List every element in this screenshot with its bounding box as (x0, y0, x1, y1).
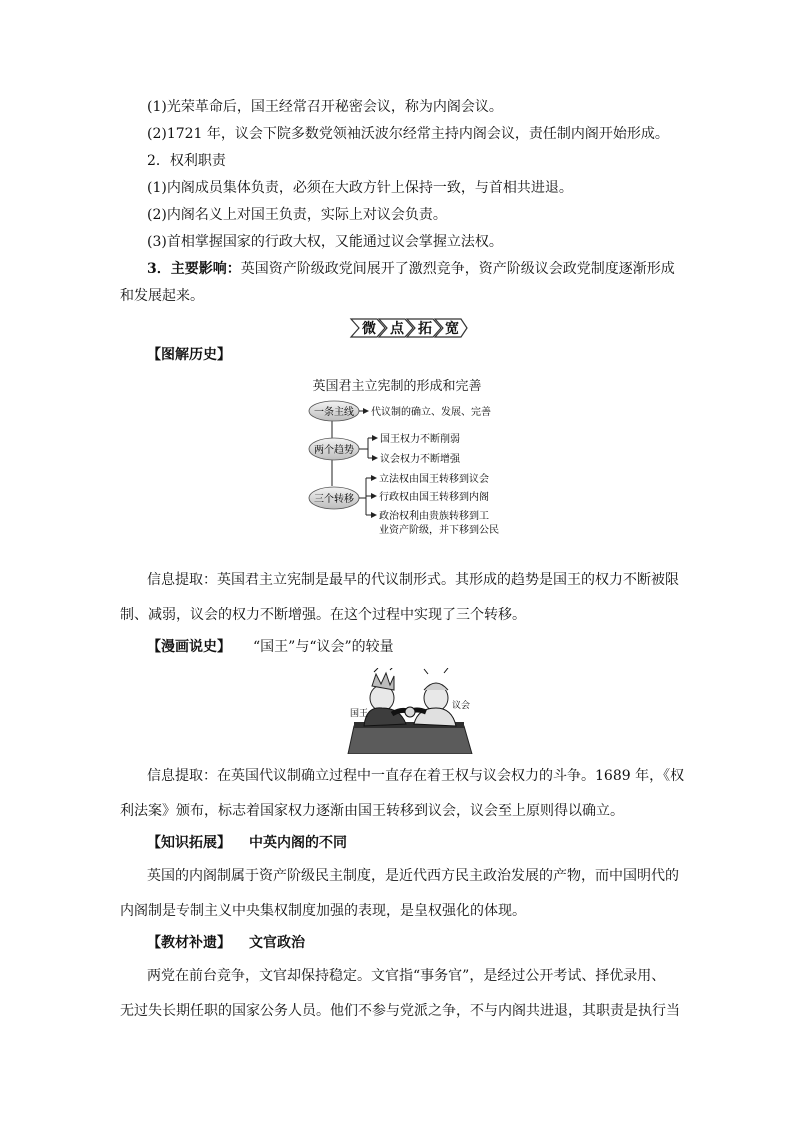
jiaocai-line-1: 两党在前台竞争，文官却保持稳定。文官指“事务官”，是经过公开考试、择优录用、 (147, 968, 666, 984)
node-main-label: 一条主线 (314, 407, 354, 418)
main-text: 代议制的确立、发展、完善 (371, 407, 491, 418)
tujie-info-line-2: 制、减弱，议会的权力不断增强。在这个过程中实现了三个转移。 (120, 607, 526, 623)
manhua-heading: 【漫画说史】 (147, 639, 231, 655)
zhishi-heading-row (147, 833, 347, 853)
zhishi-line-2: 内阁制是专制主义中央集权制度加强的表现，是皇权强化的体现。 (120, 903, 526, 919)
zhishi-line-1: 英国的内阁制属于资产阶级民主制度，是近代西方民主政治发展的产物，而中国明代的 (147, 868, 679, 884)
tujie-heading: 【图解历史】 (147, 347, 231, 363)
shift-item: 立法权由国王转移到议会 (379, 474, 489, 485)
section-heading-2: 2．权利职责 (147, 153, 226, 169)
cartoon-image (344, 668, 476, 754)
paragraph-3: (1)内阁成员集体负责，必须在大政方针上保持一致，与首相共进退。 (147, 180, 573, 196)
paragraph-2: (2)1721 年，议会下院多数党领袖沃波尔经常主持内阁会议，责任制内阁开始形成。 (147, 126, 669, 142)
diagram-title: 英国君主立宪制的形成和完善 (312, 379, 482, 394)
zhishi-title: 中英内阁的不同 (249, 835, 347, 851)
shift-item: 行政权由国王转移到内阁 (379, 492, 489, 503)
manhua-info-line-2: 利法案》颁布，标志着国家权力逐渐由国王转移到议会，议会至上原则得以确立。 (120, 803, 624, 819)
zhishi-heading: 【知识拓展】 (147, 835, 231, 851)
info-label: 信息提取： (147, 572, 217, 588)
section-banner (349, 317, 469, 339)
node-trend-label: 两个趋势 (314, 445, 354, 456)
paragraph-5: (3)首相掌握国家的行政大权，又能通过议会掌握立法权。 (147, 234, 503, 250)
info-text: 英国君主立宪制是最早的代议制形式。其形成的趋势是国王的权力不断被限 (217, 572, 679, 588)
jiaocai-heading: 【教材补遗】 (147, 935, 231, 951)
trend-item: 国王权力不断削弱 (380, 434, 460, 445)
info-label: 信息提取： (147, 768, 217, 784)
shift-item: 业资产阶级，并下移到公民 (379, 525, 499, 536)
section-heading-3: 3．主要影响： (147, 261, 241, 277)
paragraph-4: (2)内阁名义上对国王负责，实际上对议会负责。 (147, 207, 447, 223)
impact-text: 英国资产阶级政党间展开了激烈竞争，资产阶级议会政党制度逐渐形成 (240, 261, 675, 277)
trend-item: 议会权力不断增强 (380, 454, 460, 465)
manhua-info-line-1 (147, 766, 684, 786)
banner-char: 微 (362, 321, 376, 337)
manhua-title: “国王”与“议会”的较量 (253, 639, 394, 655)
paragraph-1: (1)光荣革命后，国王经常召开秘密会议，称为内阁会议。 (147, 99, 503, 115)
jiaocai-line-2: 无过失长期任职的国家公务人员。他们不参与党派之争，不与内阁共进退，其职责是执行当 (120, 1003, 680, 1019)
cartoon-label-king: 国王 (350, 709, 369, 719)
jiaocai-title: 文官政治 (249, 935, 305, 951)
structure-diagram (300, 392, 530, 542)
manhua-heading-row (147, 637, 394, 657)
paragraph-6 (147, 259, 675, 279)
info-text: 在英国代议制确立过程中一直存在着王权与议会权力的斗争。1689 年，《权 (217, 768, 685, 784)
banner-char: 拓 (418, 321, 432, 337)
banner-char: 点 (390, 321, 404, 337)
cartoon-label-parliament: 议会 (452, 701, 471, 711)
paragraph-7: 和发展起来。 (120, 288, 204, 304)
tujie-info-line-1 (147, 570, 679, 590)
node-shift-label: 三个转移 (314, 494, 354, 505)
banner-char: 宽 (445, 321, 459, 337)
shift-item: 政治权利由贵族转移到工 (379, 511, 489, 522)
jiaocai-heading-row (147, 933, 305, 953)
